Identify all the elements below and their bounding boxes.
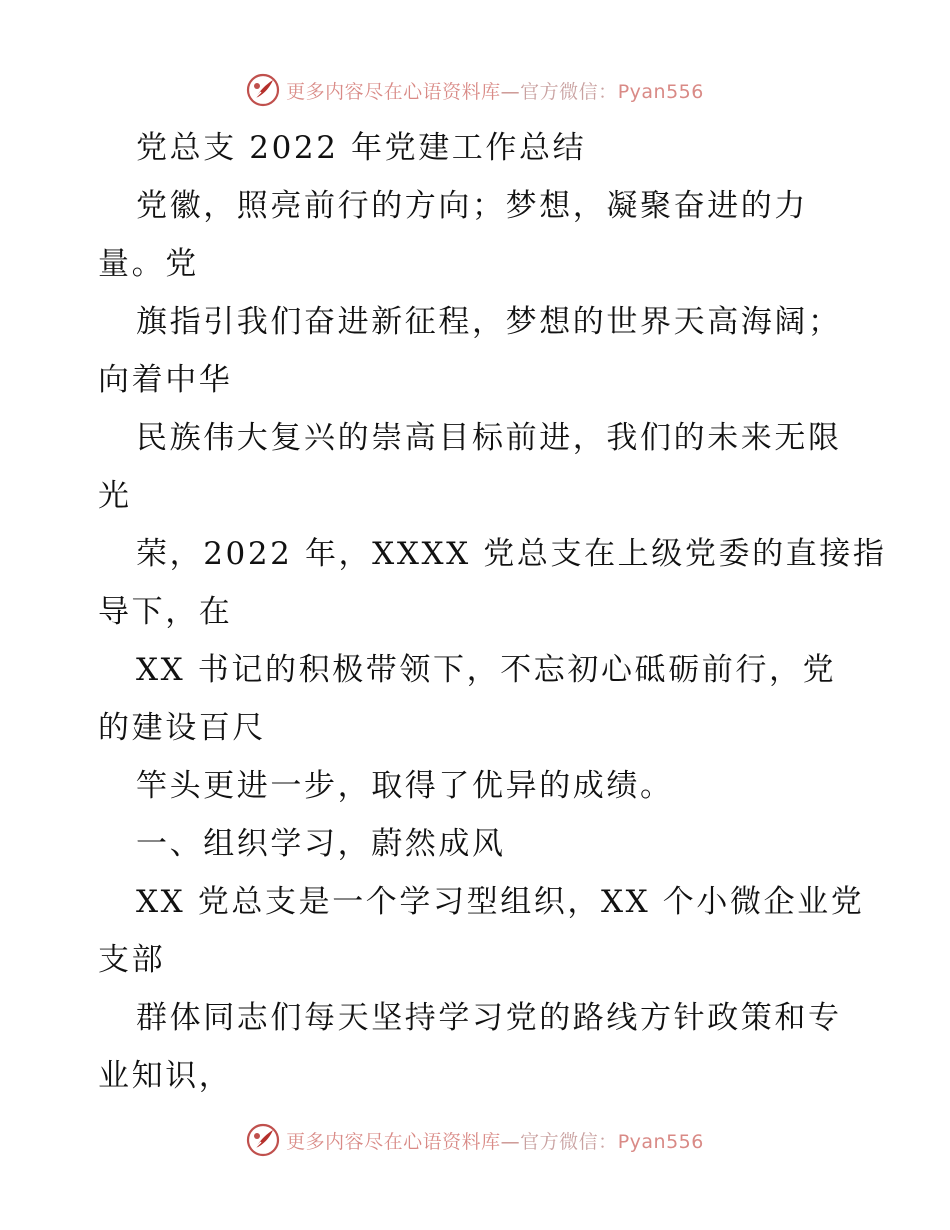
text-line: 导下，在 — [98, 594, 233, 630]
text-line: 党徽，照亮前行的方向；梦想，凝聚奋进的力 — [136, 188, 808, 224]
text-line: 旗指引我们奋进新征程，梦想的世界天高海阔； — [136, 304, 842, 340]
footer-banner — [0, 1118, 950, 1162]
text-line: XX 党总支是一个学习型组织，XX 个小微企业党 — [136, 884, 865, 920]
banner-wechat-label: 官方微信： — [520, 80, 618, 103]
text-line: 向着中华 — [98, 362, 233, 398]
banner-content — [246, 1123, 704, 1157]
banner-separator: — — [500, 80, 521, 103]
text-line: 量。党 — [98, 246, 199, 282]
text-line: XX 书记的积极带领下，不忘初心砥砺前行，党 — [136, 652, 837, 688]
text-line: 支部 — [98, 942, 166, 978]
banner-separator: — — [500, 1130, 521, 1153]
header-banner — [0, 68, 950, 112]
text-line: 民族伟大复兴的崇高目标前进，我们的未来无限 — [136, 420, 842, 456]
text-line: 竿头更进一步，取得了优异的成绩。 — [136, 768, 674, 804]
banner-content — [246, 73, 704, 107]
banner-wechat-id: Pyan556 — [617, 80, 704, 103]
banner-text — [286, 1127, 704, 1154]
document-title: 党总支 2022 年党建工作总结 — [136, 130, 587, 166]
text-line: 业知识， — [98, 1058, 233, 1094]
banner-main-text: 更多内容尽在心语资料库 — [286, 80, 501, 103]
text-line: 群体同志们每天坚持学习党的路线方针政策和专 — [136, 1000, 842, 1036]
text-line: 的建设百尺 — [98, 710, 266, 746]
quill-pen-icon — [246, 1123, 280, 1157]
quill-pen-icon — [246, 73, 280, 107]
section-heading: 一、组织学习，蔚然成风 — [136, 826, 506, 862]
text-line: 光 — [98, 478, 132, 514]
banner-wechat-id: Pyan556 — [617, 1130, 704, 1153]
banner-wechat-label: 官方微信： — [520, 1130, 618, 1153]
text-line: 荣，2022 年，XXXX 党总支在上级党委的直接指 — [136, 536, 887, 572]
banner-text — [286, 77, 704, 104]
banner-main-text: 更多内容尽在心语资料库 — [286, 1130, 501, 1153]
